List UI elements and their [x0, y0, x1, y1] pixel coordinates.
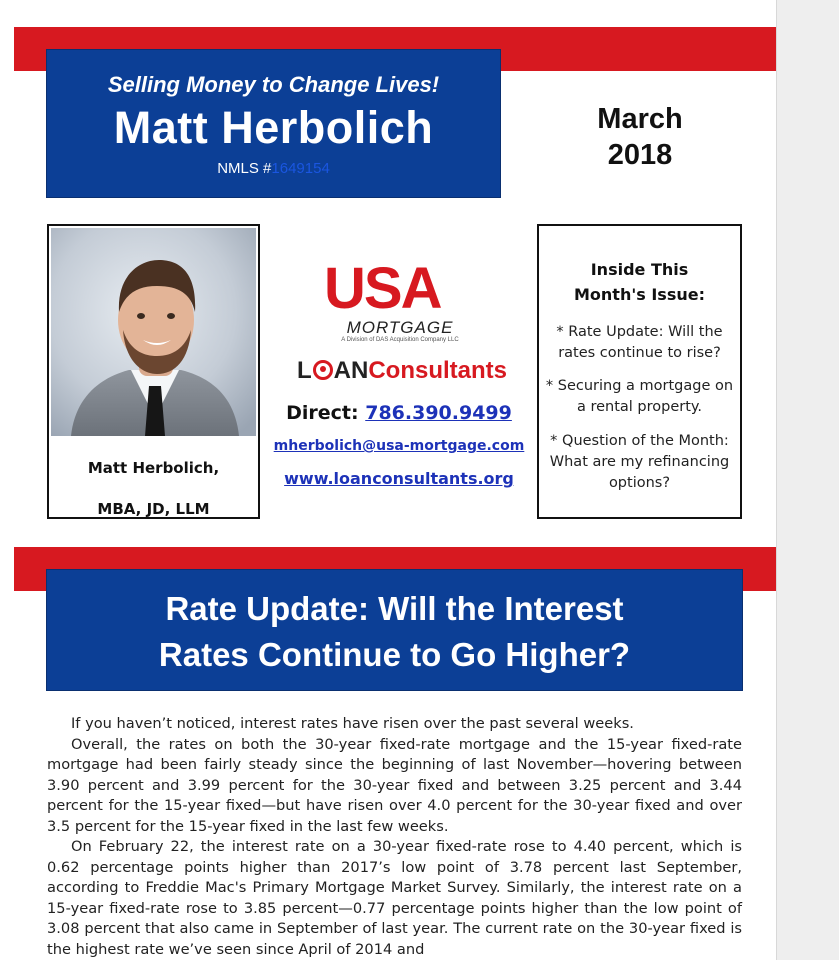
usa-division-text: A Division of DAS Acquisition Company LLC — [341, 337, 459, 343]
brand-rest-b: Consultants — [368, 357, 507, 384]
nmls-label: NMLS # — [217, 160, 272, 177]
article-headline-box — [47, 570, 742, 690]
issue-year: 2018 — [607, 139, 673, 171]
location-pin-icon — [313, 360, 333, 380]
direct-label: Direct: — [286, 402, 359, 424]
issue-month: March — [597, 103, 683, 135]
loanconsultants-logo — [282, 357, 522, 385]
brand-first: L — [296, 357, 312, 384]
page-edge — [776, 0, 839, 960]
inside-item-rental-mortgage: * Securing a mortgage on a rental property. — [545, 378, 734, 415]
profile-photo — [51, 228, 256, 436]
article-paragraph: Overall, the rates on both the 30-year fixed-rate mortgage and the 15-year fixed-rate mortgage had been fairly steady since the beginning of last November—hovering between 3.90 percent and 3.99 percent for the 30-year fixed and between 3.25 percent and 3.44 percent for the 15-year fixed—but have risen over 4.0 percent for the 30-year fixed and over 3.5 percent for the 15-year fixed in the last few weeks. — [47, 735, 742, 835]
masthead-box — [47, 50, 500, 197]
article-headline — [47, 586, 742, 678]
direct-phone-line — [270, 402, 528, 424]
inside-issue-box — [537, 224, 742, 519]
profile-caption-degrees: MBA, JD, LLM — [97, 500, 210, 518]
nmls-line — [47, 160, 500, 177]
inside-issue-title — [539, 257, 740, 307]
usa-logo-sub: MORTGAGE — [346, 318, 454, 337]
masthead-name: Matt Herbolich — [113, 102, 434, 153]
inside-item-rate-update: * Rate Update: Will the rates continue to rise? — [556, 324, 723, 361]
usa-logo — [322, 256, 482, 316]
email-line — [266, 438, 532, 454]
nmls-number-link[interactable]: 1649154 — [271, 160, 330, 177]
article-body — [47, 714, 742, 960]
inside-title-line2: Month's Issue: — [574, 285, 705, 304]
headline-line1: Rate Update: Will the Interest — [165, 590, 624, 627]
inside-title-line1: Inside This — [590, 260, 689, 279]
star-icon — [444, 273, 468, 294]
article-paragraph: On February 22, the interest rate on a 30-year fixed-rate rose to 4.40 percent, which is 0.62 percentage points higher than 2017’s low point of 3.78 percent last September, according to Freddie Mac's Primary Mortgage Market Survey. Similarly, the interest rate on a 15-year fixed-rate rose to 3.85 percent—0.77 percentage points higher than the low point of 3.08 percent that also came in September of last year. The current rate on the 30-year fixed is the highest rate we’ve seen since April of 2014 and — [47, 838, 742, 958]
usa-logo-text: USA — [324, 256, 441, 316]
website-link[interactable]: www.loanconsultants.org — [284, 469, 514, 488]
article-paragraph: If you haven’t noticed, interest rates have risen over the past several weeks. — [71, 715, 634, 732]
phone-link[interactable]: 786.390.9499 — [365, 402, 512, 424]
masthead-tagline: Selling Money to Change Lives! — [107, 72, 440, 97]
brand-rest-a: AN — [333, 357, 369, 384]
website-line — [270, 469, 528, 488]
profile-caption-name: Matt Herbolich, — [87, 459, 220, 477]
headline-line2: Rates Continue to Go Higher? — [158, 636, 631, 673]
email-link[interactable]: mherbolich@usa-mortgage.com — [273, 438, 525, 454]
page-edge-line — [776, 0, 777, 960]
issue-date — [560, 101, 720, 173]
profile-box — [47, 224, 260, 519]
inside-item-question: * Question of the Month: What are my refinancing options? — [549, 433, 730, 491]
